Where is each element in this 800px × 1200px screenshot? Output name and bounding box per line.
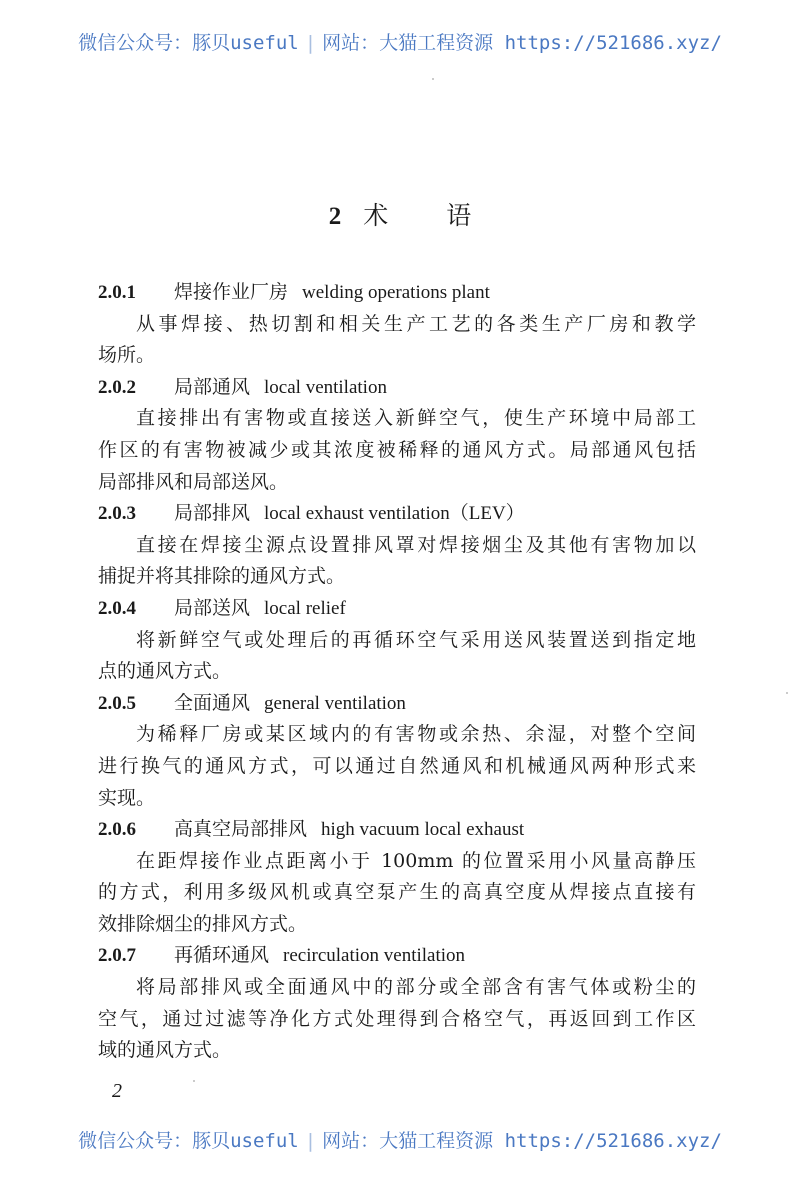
term-definition-line: 空气，通过过滤等净化方式处理得到合格空气，再返回到工作区 xyxy=(98,1007,696,1030)
term-definition-line: 域的通风方式。 xyxy=(98,1039,232,1062)
term-definition-line: 点的通风方式。 xyxy=(98,660,232,683)
watermark-top-left: 微信公众号：豚贝useful xyxy=(78,32,299,54)
term-heading xyxy=(98,940,696,972)
term-chinese: 再循环通风 xyxy=(174,944,270,967)
term-entry xyxy=(98,814,696,940)
watermark-bottom-left: 微信公众号：豚贝useful xyxy=(78,1130,299,1152)
term-chinese: 局部通风 xyxy=(174,375,251,398)
watermark-top-right: 网站：大猫工程资源 https://521686.xyz/ xyxy=(322,32,722,54)
term-english: local relief xyxy=(264,597,346,619)
term-entry xyxy=(98,940,696,1066)
watermark-top xyxy=(0,28,800,55)
term-definition-line: 直接排出有害物或直接送入新鲜空气，使生产环境中局部工 xyxy=(136,407,696,430)
term-english: welding operations plant xyxy=(302,282,490,303)
term-heading xyxy=(98,498,696,530)
term-code: 2.0.4 xyxy=(98,597,136,619)
term-definition-line: 场所。 xyxy=(98,344,156,367)
watermark-bottom xyxy=(0,1126,800,1153)
term-definition-line: 进行换气的通风方式，可以通过自然通风和机械通风两种形式来 xyxy=(98,754,696,777)
chapter-number: 2 xyxy=(328,203,342,230)
term-code: 2.0.3 xyxy=(98,503,136,525)
term-definition-line: 在距焊接作业点距离小于 100mm 的位置采用小风量高静压 xyxy=(136,849,696,872)
term-heading xyxy=(98,593,696,625)
term-definition-line: 将新鲜空气或处理后的再循环空气采用送风装置送到指定地 xyxy=(136,628,696,651)
term-english: general ventilation xyxy=(264,692,406,714)
term-definition-line: 的方式，利用多级风机或真空泵产生的高真空度从焊接点直接有 xyxy=(98,881,696,904)
term-entry xyxy=(98,372,696,498)
watermark-bottom-separator: | xyxy=(304,1130,317,1152)
term-definition-line: 实现。 xyxy=(98,786,156,809)
term-code: 2.0.6 xyxy=(98,819,136,841)
term-chinese: 全面通风 xyxy=(174,691,251,714)
term-english: local ventilation xyxy=(264,376,387,398)
term-definition-line: 局部排风和局部送风。 xyxy=(98,470,289,493)
term-definition-line: 作区的有害物被减少或其浓度被稀释的通风方式。局部通风包括 xyxy=(98,438,696,461)
term-english: high vacuum local exhaust xyxy=(321,819,525,841)
page-number: 2 xyxy=(112,1080,122,1102)
term-entry xyxy=(98,498,696,593)
term-code: 2.0.2 xyxy=(98,376,136,398)
term-chinese: 焊接作业厂房 xyxy=(174,281,289,303)
term-heading xyxy=(98,277,696,309)
term-entry xyxy=(98,688,696,814)
chapter-title-char-2: 语 xyxy=(446,201,472,230)
term-code: 2.0.7 xyxy=(98,945,136,967)
term-definition-line: 直接在焊接尘源点设置排风罩对焊接烟尘及其他有害物加以 xyxy=(136,533,696,556)
term-english: recirculation ventilation xyxy=(283,945,466,967)
term-chinese: 高真空局部排风 xyxy=(174,818,308,841)
scan-speck xyxy=(193,1080,195,1082)
scan-speck xyxy=(432,78,434,80)
term-definition-line: 将局部排风或全面通风中的部分或全部含有害气体或粉尘的 xyxy=(136,976,696,999)
watermark-bottom-right: 网站：大猫工程资源 https://521686.xyz/ xyxy=(322,1130,722,1152)
chapter-title-char-1: 术 xyxy=(363,201,389,230)
term-heading xyxy=(98,688,696,720)
term-entry xyxy=(98,593,696,688)
term-entry xyxy=(98,277,696,372)
chapter-title xyxy=(0,196,800,232)
term-chinese: 局部送风 xyxy=(174,596,251,619)
term-heading xyxy=(98,814,696,846)
term-code: 2.0.5 xyxy=(98,692,136,714)
watermark-top-separator: | xyxy=(304,32,317,54)
term-definition-line: 捕捉并将其排除的通风方式。 xyxy=(98,565,346,588)
term-definition-line: 从事焊接、热切割和相关生产工艺的各类生产厂房和教学 xyxy=(136,312,696,335)
term-english: local exhaust ventilation（LEV） xyxy=(264,503,525,525)
scan-speck xyxy=(786,692,788,694)
term-definition-line: 为稀释厂房或某区域内的有害物或余热、余湿，对整个空间 xyxy=(136,723,696,746)
term-chinese: 局部排风 xyxy=(174,502,251,525)
term-code: 2.0.1 xyxy=(98,282,136,303)
terms-list xyxy=(98,277,696,1067)
term-definition-line: 效排除烟尘的排风方式。 xyxy=(98,912,308,935)
term-heading xyxy=(98,372,696,404)
